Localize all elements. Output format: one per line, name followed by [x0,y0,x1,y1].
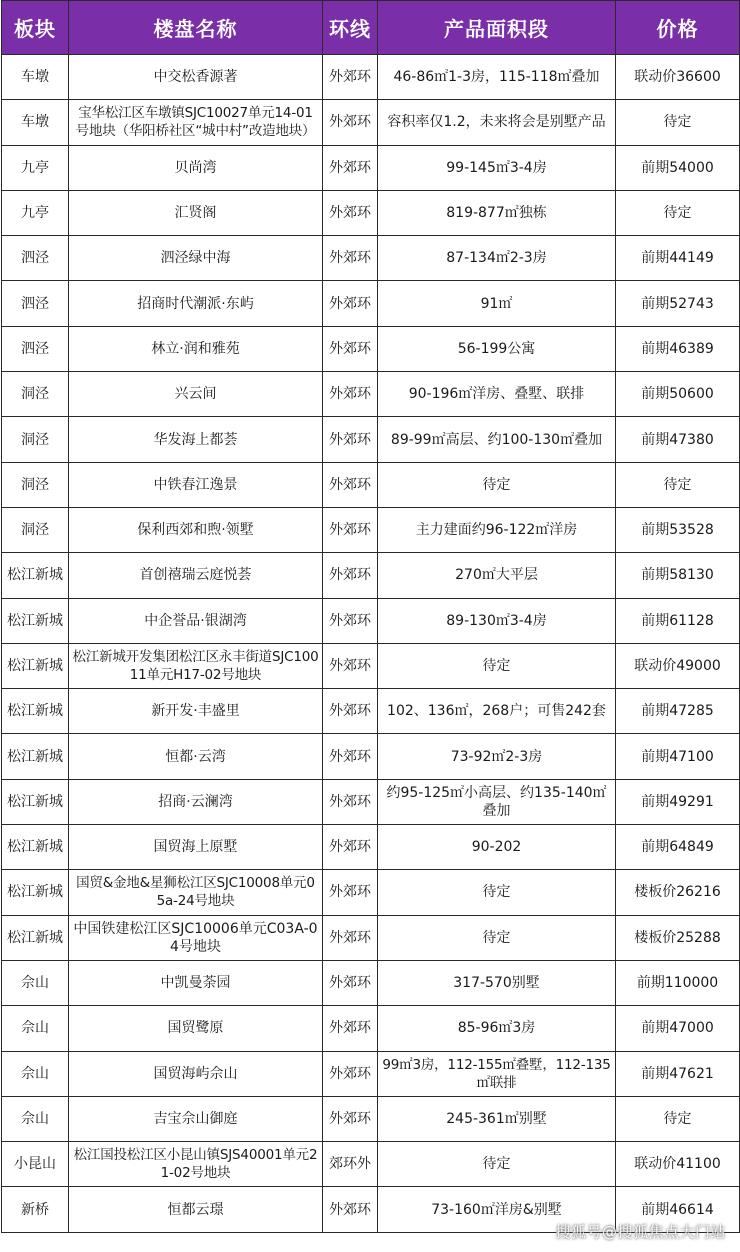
table-row [2,553,740,598]
cell-district: 佘山 [2,960,69,1005]
cell-ring-road: 外郊环 [323,462,378,507]
table-row [2,870,740,915]
cell-area-range: 待定 [378,915,616,960]
cell-price: 楼板价25288 [616,915,740,960]
cell-district: 洞泾 [2,462,69,507]
cell-area-range: 87-134㎡2-3房 [378,236,616,281]
watermark-text: 搜狐号@搜狐焦点大门站 [555,1223,726,1241]
cell-district: 佘山 [2,1096,69,1141]
cell-area-range: 89-130㎡3-4房 [378,598,616,643]
table-row [2,100,740,145]
cell-district: 松江新城 [2,915,69,960]
table-row [2,507,740,552]
table-row [2,462,740,507]
table-row [2,689,740,734]
cell-project-name: 新开发·丰盛里 [69,689,323,734]
cell-ring-road: 外郊环 [323,734,378,779]
cell-price: 联动价49000 [616,643,740,688]
cell-project-name: 国贸鹭原 [69,1006,323,1051]
cell-price: 待定 [616,1096,740,1141]
cell-price: 待定 [616,190,740,235]
property-table [1,0,740,1233]
cell-price: 待定 [616,462,740,507]
cell-project-name: 兴云间 [69,372,323,417]
table-body [2,55,740,1233]
cell-area-range: 73-92㎡2-3房 [378,734,616,779]
cell-area-range: 85-96㎡3房 [378,1006,616,1051]
cell-project-name: 汇贤阁 [69,190,323,235]
cell-district: 松江新城 [2,643,69,688]
cell-area-range: 46-86㎡1-3房，115-118㎡叠加 [378,55,616,100]
cell-district: 松江新城 [2,870,69,915]
cell-price: 前期47000 [616,1006,740,1051]
cell-area-range: 102、136㎡，268户；可售242套 [378,689,616,734]
table-row [2,960,740,1005]
cell-price: 前期47100 [616,734,740,779]
cell-district: 佘山 [2,1006,69,1051]
cell-ring-road: 外郊环 [323,1006,378,1051]
cell-area-range: 99㎡3房，112-155㎡叠墅，112-135㎡联排 [378,1051,616,1096]
cell-ring-road: 外郊环 [323,960,378,1005]
header-area-range: 产品面积段 [378,1,616,55]
cell-project-name: 松江国投松江区小昆山镇SJS40001单元21-02号地块 [69,1142,323,1187]
cell-price: 前期110000 [616,960,740,1005]
table-row [2,372,740,417]
table-row [2,825,740,870]
cell-project-name: 吉宝佘山御庭 [69,1096,323,1141]
cell-area-range: 245-361㎡别墅 [378,1096,616,1141]
cell-price: 前期46389 [616,326,740,371]
cell-area-range: 90-202 [378,825,616,870]
cell-district: 松江新城 [2,553,69,598]
cell-price: 前期64849 [616,825,740,870]
header-district: 板块 [2,1,69,55]
cell-area-range: 主力建面约96-122㎡洋房 [378,507,616,552]
cell-area-range: 待定 [378,462,616,507]
cell-project-name: 国贸&金地&星狮松江区SJC10008单元05a-24号地块 [69,870,323,915]
cell-price: 前期50600 [616,372,740,417]
cell-price: 前期49291 [616,779,740,824]
cell-ring-road: 外郊环 [323,326,378,371]
cell-district: 新桥 [2,1187,69,1232]
cell-district: 九亭 [2,145,69,190]
cell-ring-road: 外郊环 [323,190,378,235]
cell-area-range: 89-99㎡高层、约100-130㎡叠加 [378,417,616,462]
cell-ring-road: 外郊环 [323,1096,378,1141]
table-row [2,643,740,688]
cell-project-name: 贝尚湾 [69,145,323,190]
cell-area-range: 91㎡ [378,281,616,326]
cell-price: 前期61128 [616,598,740,643]
cell-project-name: 中交松香源著 [69,55,323,100]
cell-district: 小昆山 [2,1142,69,1187]
cell-price: 前期47621 [616,1051,740,1096]
table-row [2,1096,740,1141]
cell-price: 前期52743 [616,281,740,326]
cell-project-name: 国贸海上原墅 [69,825,323,870]
cell-price: 前期47285 [616,689,740,734]
cell-ring-road: 外郊环 [323,689,378,734]
cell-price: 前期53528 [616,507,740,552]
cell-ring-road: 外郊环 [323,100,378,145]
cell-price: 前期44149 [616,236,740,281]
cell-ring-road: 外郊环 [323,236,378,281]
cell-ring-road: 外郊环 [323,870,378,915]
cell-project-name: 招商时代潮派·东屿 [69,281,323,326]
table-row [2,145,740,190]
cell-ring-road: 外郊环 [323,417,378,462]
cell-area-range: 容积率仅1.2，未来将会是别墅产品 [378,100,616,145]
table-row [2,915,740,960]
cell-district: 松江新城 [2,598,69,643]
cell-project-name: 中凯曼荼园 [69,960,323,1005]
table-row [2,190,740,235]
table-row [2,417,740,462]
cell-project-name: 中国铁建松江区SJC10006单元C03A-04号地块 [69,915,323,960]
table-row [2,1051,740,1096]
cell-ring-road: 外郊环 [323,1187,378,1232]
cell-district: 洞泾 [2,372,69,417]
cell-project-name: 首创禧瑞云庭悦荟 [69,553,323,598]
cell-project-name: 华发海上都荟 [69,417,323,462]
cell-ring-road: 外郊环 [323,598,378,643]
header-price: 价格 [616,1,740,55]
cell-district: 泗泾 [2,281,69,326]
cell-ring-road: 外郊环 [323,145,378,190]
cell-district: 松江新城 [2,734,69,779]
cell-district: 车墩 [2,100,69,145]
cell-ring-road: 外郊环 [323,915,378,960]
cell-district: 佘山 [2,1051,69,1096]
table-row [2,734,740,779]
cell-district: 松江新城 [2,689,69,734]
cell-area-range: 819-877㎡独栋 [378,190,616,235]
cell-price: 前期46614 [616,1187,740,1232]
table-row [2,55,740,100]
cell-area-range: 约95-125㎡小高层、约135-140㎡叠加 [378,779,616,824]
table-row [2,326,740,371]
cell-ring-road: 郊环外 [323,1142,378,1187]
table-row [2,779,740,824]
cell-project-name: 国贸海屿佘山 [69,1051,323,1096]
table-row [2,281,740,326]
table-row [2,598,740,643]
cell-area-range: 待定 [378,870,616,915]
cell-project-name: 招商·云澜湾 [69,779,323,824]
cell-ring-road: 外郊环 [323,507,378,552]
cell-area-range: 99-145㎡3-4房 [378,145,616,190]
cell-project-name: 恒都云璟 [69,1187,323,1232]
cell-project-name: 宝华松江区车墩镇SJC10027单元14-01号地块（华阳桥社区“城中村”改造地块） [69,100,323,145]
cell-price: 前期47380 [616,417,740,462]
cell-price: 联动价41100 [616,1142,740,1187]
cell-ring-road: 外郊环 [323,643,378,688]
table-row [2,1006,740,1051]
cell-price: 待定 [616,100,740,145]
cell-district: 洞泾 [2,417,69,462]
cell-district: 松江新城 [2,779,69,824]
cell-price: 联动价36600 [616,55,740,100]
cell-price: 前期54000 [616,145,740,190]
header-ring-road: 环线 [323,1,378,55]
cell-price: 楼板价26216 [616,870,740,915]
header-project-name: 楼盘名称 [69,1,323,55]
cell-project-name: 中企誉品·银湖湾 [69,598,323,643]
cell-area-range: 317-570别墅 [378,960,616,1005]
cell-district: 车墩 [2,55,69,100]
cell-ring-road: 外郊环 [323,281,378,326]
cell-project-name: 中铁春江逸景 [69,462,323,507]
cell-price: 前期58130 [616,553,740,598]
cell-area-range: 270㎡大平层 [378,553,616,598]
cell-project-name: 保利西郊和煦·领墅 [69,507,323,552]
table-row [2,1142,740,1187]
cell-ring-road: 外郊环 [323,553,378,598]
cell-ring-road: 外郊环 [323,779,378,824]
cell-ring-road: 外郊环 [323,55,378,100]
cell-district: 泗泾 [2,236,69,281]
cell-ring-road: 外郊环 [323,1051,378,1096]
table-row [2,236,740,281]
cell-area-range: 待定 [378,1142,616,1187]
cell-project-name: 林立·润和雅苑 [69,326,323,371]
cell-district: 九亭 [2,190,69,235]
header-row [2,1,740,55]
cell-area-range: 待定 [378,643,616,688]
cell-area-range: 73-160㎡洋房&别墅 [378,1187,616,1232]
cell-project-name: 恒都·云湾 [69,734,323,779]
cell-district: 洞泾 [2,507,69,552]
cell-district: 泗泾 [2,326,69,371]
cell-ring-road: 外郊环 [323,825,378,870]
cell-project-name: 泗泾绿中海 [69,236,323,281]
cell-project-name: 松江新城开发集团松江区永丰街道SJC10011单元H17-02号地块 [69,643,323,688]
cell-ring-road: 外郊环 [323,372,378,417]
cell-district: 松江新城 [2,825,69,870]
cell-area-range: 90-196㎡洋房、叠墅、联排 [378,372,616,417]
cell-area-range: 56-199公寓 [378,326,616,371]
